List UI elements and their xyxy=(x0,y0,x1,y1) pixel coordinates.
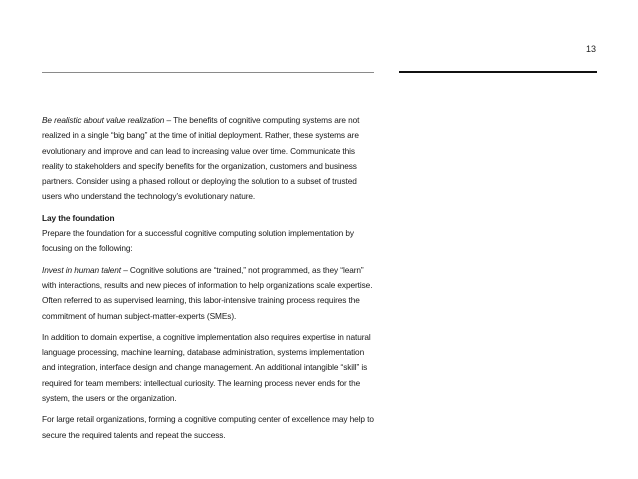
paragraph-lead: Be realistic about value realization xyxy=(42,115,165,125)
paragraph-body: Cognitive solutions are “trained,” not programmed, as they “learn” with interactions, results and new pieces of information to help organizations scale expertise. Often referred to as supervised learning, this labor-intensive training process requires the commitment of human subject-matter-experts (SMEs). xyxy=(42,264,373,321)
paragraph-lay-foundation xyxy=(42,211,377,257)
body-text xyxy=(42,113,377,449)
paragraph-body: In addition to domain expertise, a cognitive implementation also requires expertise in natural language processing, machine learning, database administration, systems implementation and integration, interface design and change management. An additional intangible “skill” is required for team members: intellectual curiosity. The learning process never ends for the system, the users or the organization. xyxy=(42,331,371,404)
accent-rule xyxy=(399,71,597,73)
lead-dash: – xyxy=(164,115,174,125)
paragraph-body: Prepare the foundation for a successful cognitive computing solution implementation by focusing on the following: xyxy=(42,228,354,254)
paragraph-center-of-excellence xyxy=(42,412,377,443)
section-heading: Lay the foundation xyxy=(42,212,115,223)
lead-dash: – xyxy=(120,264,130,275)
divider-rule xyxy=(42,72,374,73)
paragraph-lead: Invest in human talent xyxy=(42,264,121,275)
paragraph-body: The benefits of cognitive computing systems are not realized in a single “big bang” at the time of initial deployment. Rather, these systems are evolutionary and improve and can lead to increasing value over time. Communicate this reality to stakeholders and specify benefits for the organization, customers and business partners. Consider using a phased rollout or deploying the solution to a subset of trusted users who understand the technology’s evolutionary nature. xyxy=(42,115,360,202)
paragraph-value-realization xyxy=(42,113,377,205)
paragraph-body: For large retail organizations, forming a cognitive computing center of excellence may help to secure the required talents and repeat the success. xyxy=(42,414,374,440)
paragraph-human-talent xyxy=(42,263,377,324)
paragraph-domain-expertise xyxy=(42,330,377,406)
page-number: 13 xyxy=(585,44,596,54)
